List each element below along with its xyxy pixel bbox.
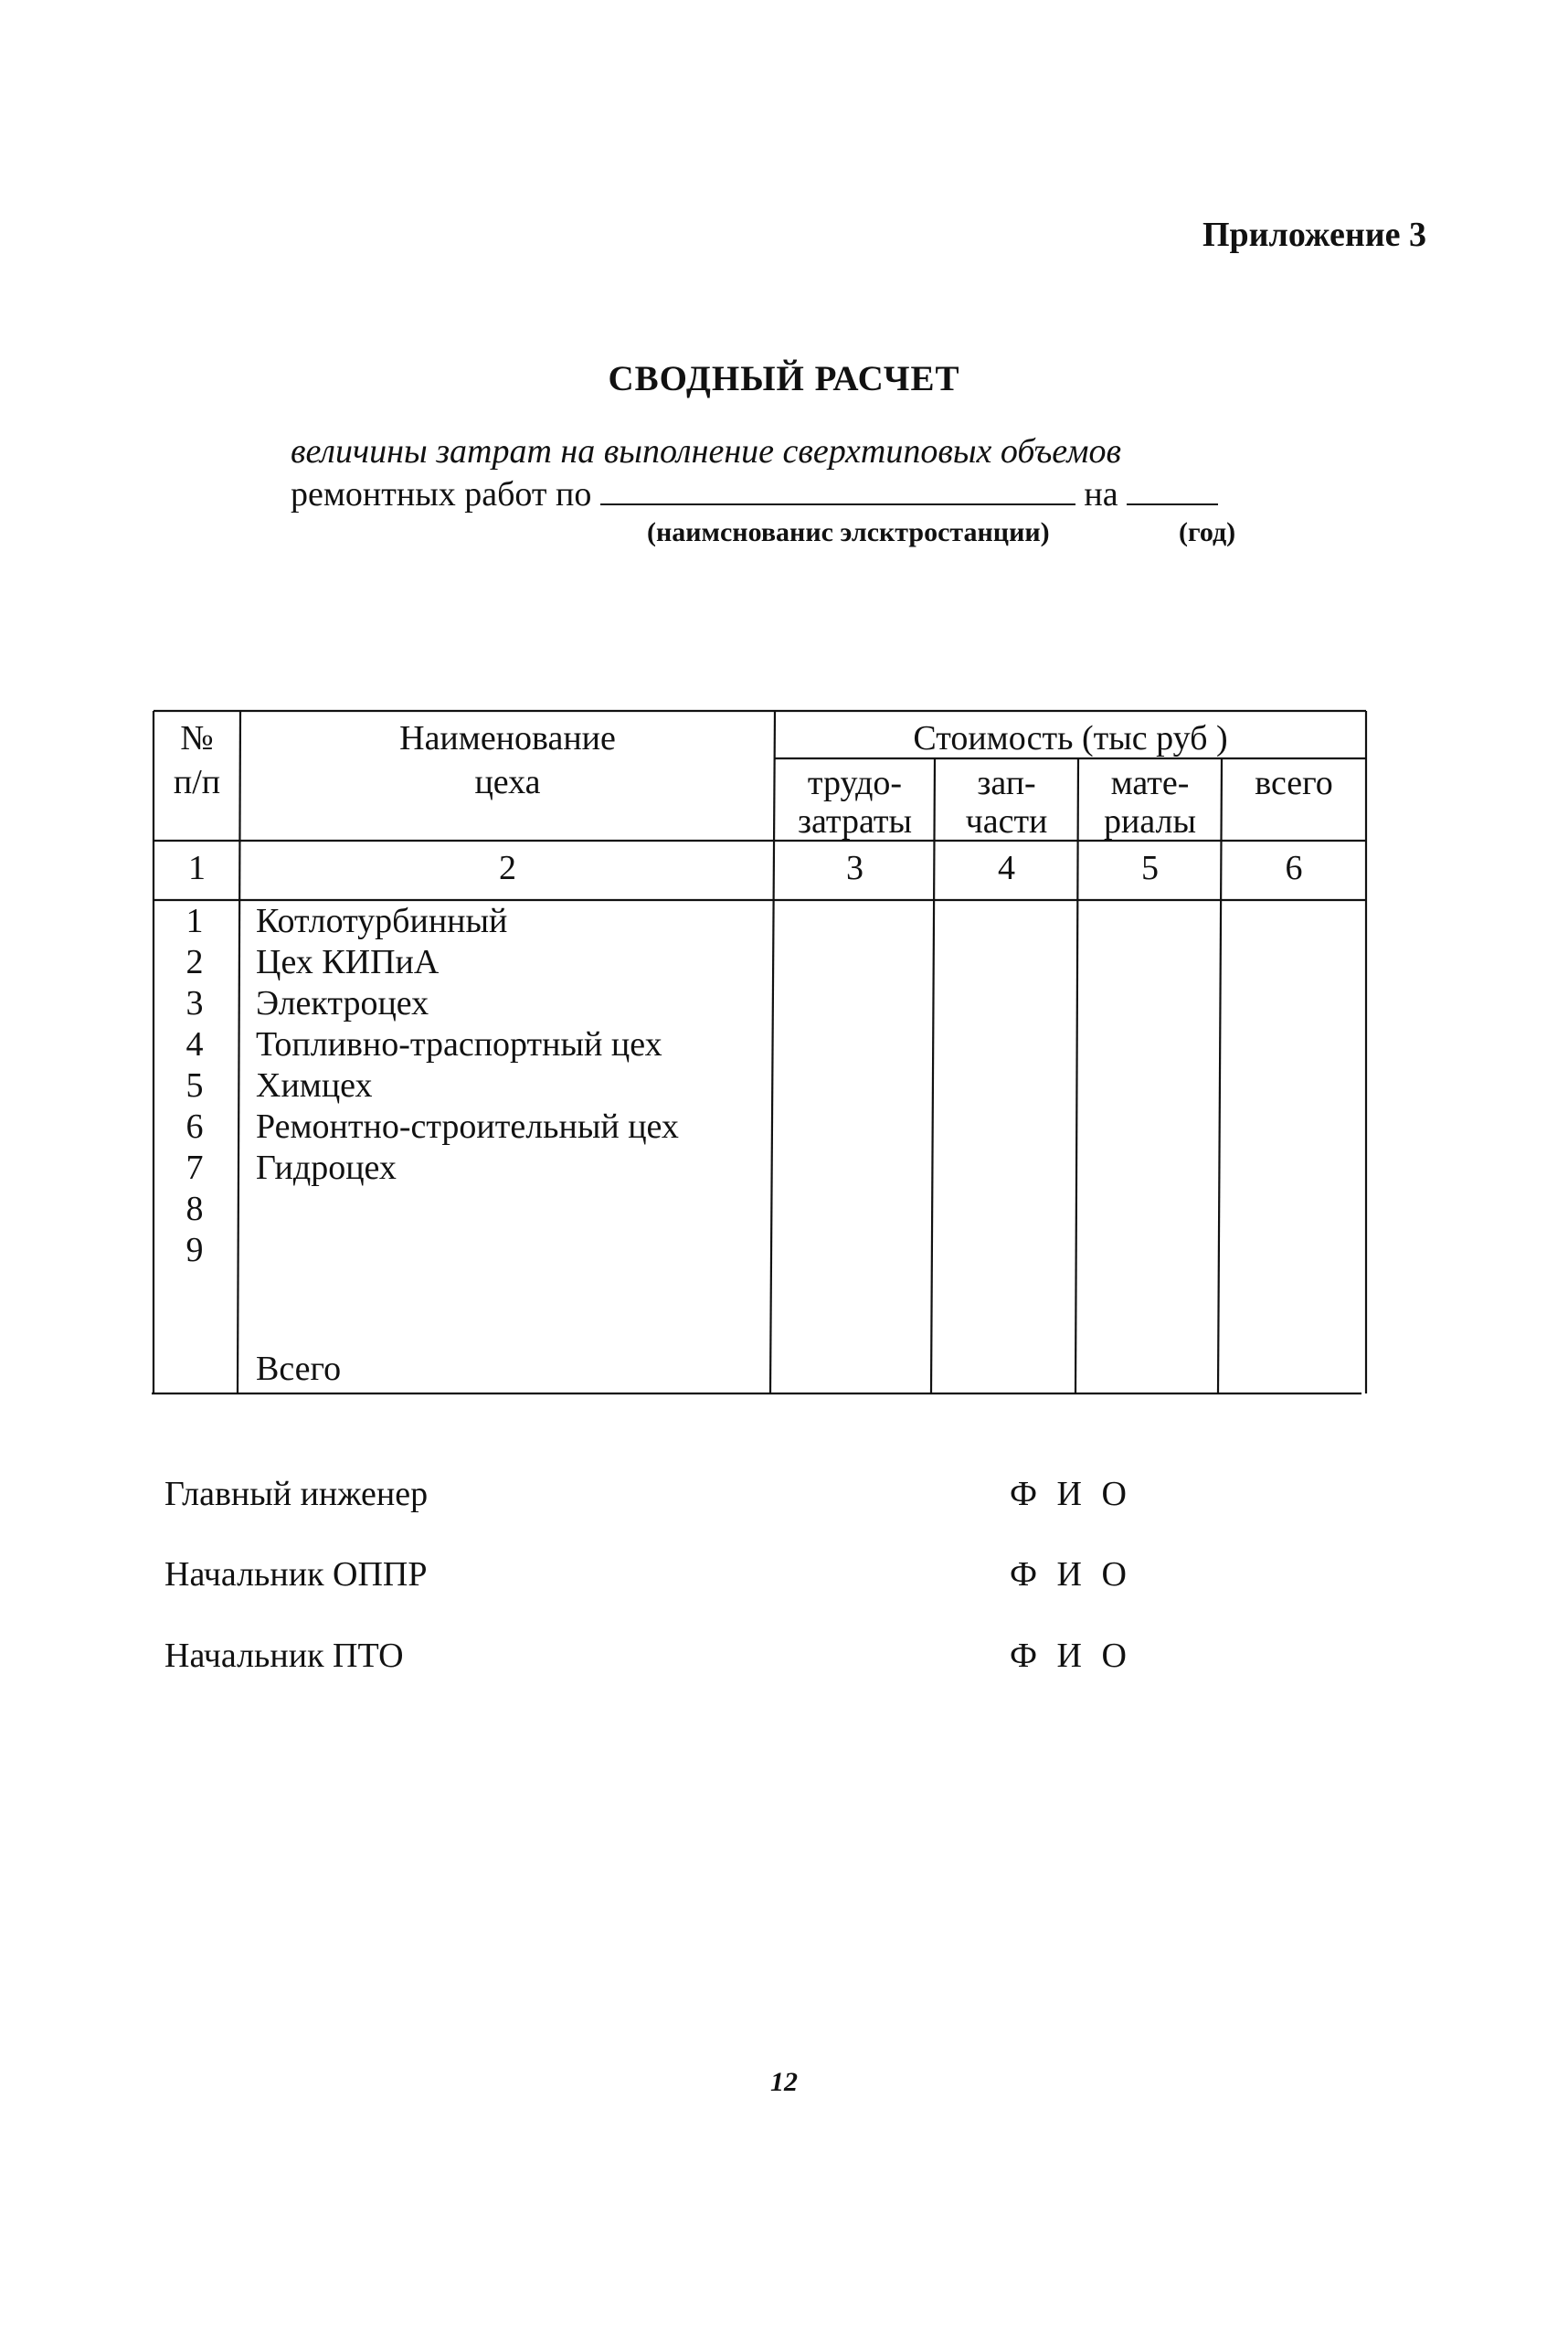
header-materials-line1: мате-: [1110, 764, 1190, 802]
shop-name: Топливно-траспортный цех: [256, 1025, 662, 1064]
row-number: 5: [185, 1066, 204, 1105]
row-number: 3: [185, 984, 204, 1022]
header-labor-line1: трудо-: [807, 764, 903, 802]
subtitle-line-2: [291, 472, 1218, 514]
column-number: 3: [846, 849, 863, 887]
signature-role: Главный инженер: [164, 1475, 429, 1513]
signature-name: Ф И О: [1010, 1475, 1132, 1513]
column-number: 4: [998, 849, 1015, 887]
row-number: 4: [185, 1025, 204, 1064]
header-cost-group: Стоимость (тыс руб ): [913, 719, 1228, 758]
shop-name: Химцех: [256, 1066, 373, 1105]
page-number: 12: [770, 2067, 798, 2097]
row-number: 2: [185, 943, 204, 981]
row-number: 7: [185, 1149, 204, 1187]
header-labor-line2: затраты: [798, 802, 912, 841]
column-number: 5: [1141, 849, 1159, 887]
plant-name-hint: (наимснованис элсктростанции): [647, 517, 1050, 547]
total-row-label: Всего: [256, 1350, 342, 1388]
subtitle-mid: на: [1084, 475, 1118, 514]
header-num-line2: п/п: [173, 763, 221, 801]
row-number: 1: [185, 902, 204, 940]
year-blank: [1127, 472, 1218, 505]
header-materials-line2: риалы: [1103, 802, 1197, 841]
shop-name: Электроцех: [256, 984, 429, 1022]
shop-name: Гидроцех: [256, 1149, 397, 1187]
plant-name-blank: [600, 472, 1075, 505]
row-number: 8: [185, 1190, 204, 1228]
shop-name: Котлотурбинный: [256, 902, 508, 940]
appendix-label: Приложение 3: [1202, 216, 1426, 254]
subtitle-prefix: ремонтных работ по: [291, 475, 592, 514]
header-name-line2: цеха: [474, 763, 541, 801]
column-number: 1: [188, 849, 206, 887]
shop-name: Ремонтно-строительный цех: [256, 1107, 679, 1146]
year-hint: (год): [1179, 517, 1236, 547]
signature-role: Начальник ОППР: [164, 1555, 428, 1594]
signature-role: Начальник ПТО: [164, 1637, 404, 1675]
row-number: 6: [185, 1107, 204, 1146]
document-title: СВОДНЫЙ РАСЧЕТ: [608, 359, 960, 398]
column-number: 6: [1285, 849, 1303, 887]
header-num-line1: №: [180, 719, 214, 758]
header-parts-line2: части: [965, 802, 1048, 841]
signature-name: Ф И О: [1010, 1555, 1132, 1594]
signature-name: Ф И О: [1010, 1637, 1132, 1675]
header-name-line1: Наименование: [399, 719, 616, 758]
header-parts-line1: зап-: [977, 764, 1036, 802]
header-total: всего: [1255, 764, 1333, 802]
shop-name: Цех КИПиА: [256, 943, 440, 981]
row-number: 9: [185, 1231, 204, 1269]
column-number: 2: [499, 849, 516, 887]
subtitle-line-1: величины затрат на выполнение сверхтиповых объемов: [291, 432, 1121, 471]
